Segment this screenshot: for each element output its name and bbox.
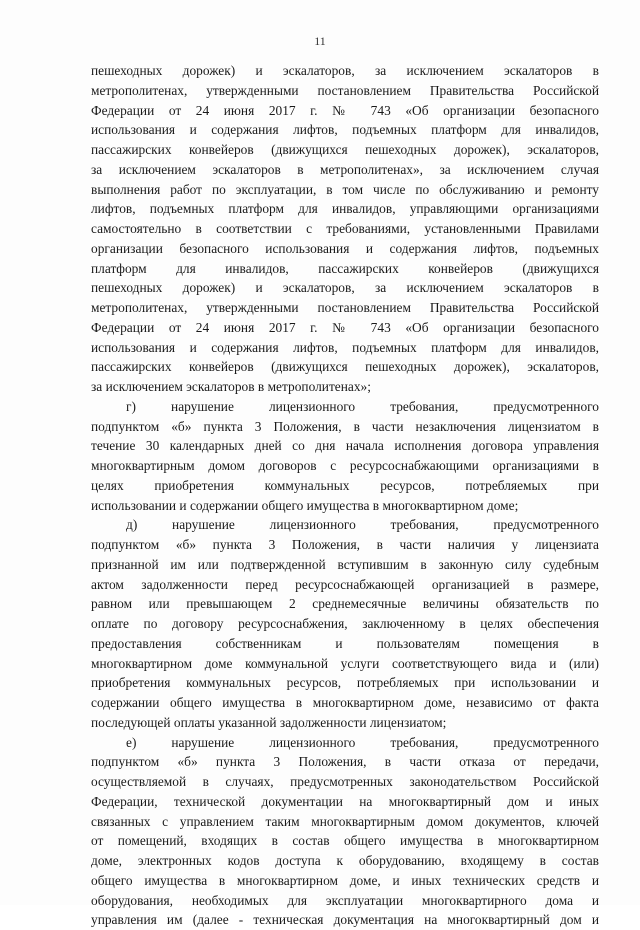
text-line: пассажирских конвейеров (движущихся пешеходных дорожек), эскалаторов,: [91, 142, 599, 157]
text-line: за исключением эскалаторов в метрополитенах»;: [91, 379, 371, 394]
text-line: связанных с управлением таким многоквартирным домом документов, ключей: [91, 813, 599, 829]
text-line: метрополитенах, утвержденными постановлением Правительства Российской: [91, 300, 599, 315]
text-line: Федерации от 24 июня 2017 г. № 743 «Об организации безопасного: [91, 319, 599, 335]
text-line: использовании и содержании общего имущества в многоквартирном доме;: [91, 497, 519, 513]
text-line: пешеходных дорожек) и эскалаторов, за исключением эскалаторов в: [91, 280, 599, 296]
text-line: выполнения работ по эксплуатации, в том числе по обслуживанию и ремонту: [91, 181, 599, 197]
text-line: самостоятельно в соответствии с требованиями, установленными Правилами: [91, 221, 599, 236]
text-line: подпунктом «б» пункта 3 Положения, в части отказа от передачи,: [91, 754, 599, 770]
text-line: от помещений, входящих в состав общего имущества в многоквартирном: [91, 833, 599, 849]
text-line: подпунктом «б» пункта 3 Положения, в части наличия у лицензиата: [91, 537, 599, 552]
text-line: последующей оплаты указанной задолженности лицензиатом;: [91, 714, 447, 730]
text-line: е) нарушение лицензионного требования, предусмотренного: [126, 734, 599, 750]
text-line: Федерации, технической документации на многоквартирный дом и иных: [91, 793, 599, 809]
text-line: пассажирских конвейеров (движущихся пешеходных дорожек), эскалаторов,: [91, 359, 599, 375]
text-line: признанной им или подтвержденной вступившим в законную силу судебным: [91, 556, 599, 572]
text-line: за исключением эскалаторов в метрополитенах», за исключением случая: [91, 161, 599, 177]
text-line: лифтов, подъемных платформ для инвалидов, управляющими организациями: [91, 201, 599, 217]
text-line: общего имущества в многоквартирном доме, и иных технических средств и: [91, 872, 599, 888]
text-line: многоквартирном доме коммунальной услуги соответствующего вида и (или): [91, 655, 599, 671]
text-line: оплате по договору ресурсоснабжения, заключенному в целях обеспечения: [91, 616, 599, 631]
text-line: доме, электронных кодов доступа к оборудованию, входящему в состав: [91, 853, 599, 868]
text-line: пешеходных дорожек) и эскалаторов, за исключением эскалаторов в: [91, 63, 599, 78]
text-line: г) нарушение лицензионного требования, предусмотренного: [126, 398, 599, 414]
text-line: использования и содержания лифтов, подъемных платформ для инвалидов,: [91, 339, 599, 355]
text-line: д) нарушение лицензионного требования, предусмотренного: [126, 517, 599, 533]
text-line: актом задолженности перед ресурсоснабжающей организацией в размере,: [91, 576, 599, 592]
text-line: оборудования, необходимых для эксплуатации многоквартирного дома и: [91, 892, 599, 908]
text-line: организации безопасного использования и содержания лифтов, подъемных: [91, 240, 599, 256]
text-line: подпунктом «б» пункта 3 Положения, в части незаключения лицензиатом в: [91, 418, 599, 434]
text-line: использования и содержания лифтов, подъемных платформ для инвалидов,: [91, 122, 599, 138]
text-line: метрополитенах, утвержденными постановлением Правительства Российской: [91, 82, 599, 98]
text-line: предоставления собственникам и пользователям помещения в: [91, 635, 599, 651]
text-line: управления им (далее - техническая документация на многоквартирный дом и: [91, 912, 599, 928]
text-line: целях приобретения коммунальных ресурсов, потребляемых при: [91, 477, 599, 493]
text-line: приобретения коммунальных ресурсов, потребляемых при использовании и: [91, 675, 599, 691]
text-line: осуществляемой в случаях, предусмотренных законодательством Российской: [91, 774, 599, 789]
text-line: течение 30 календарных дней со дня начала исполнения договора управления: [91, 438, 599, 454]
page-number: 11: [314, 34, 326, 48]
text-line: Федерации от 24 июня 2017 г. № 743 «Об организации безопасного: [91, 102, 599, 118]
document-body: [91, 61, 599, 930]
text-line: равном или превышающем 2 среднемесячные величины обязательств по: [91, 596, 599, 612]
text-line: содержании общего имущества в многоквартирном доме, независимо от факта: [91, 695, 599, 710]
text-line: платформ для инвалидов, пассажирских конвейеров (движущихся: [91, 260, 599, 276]
text-line: многоквартирным домом договоров с ресурсоснабжающими организациями в: [91, 458, 599, 473]
